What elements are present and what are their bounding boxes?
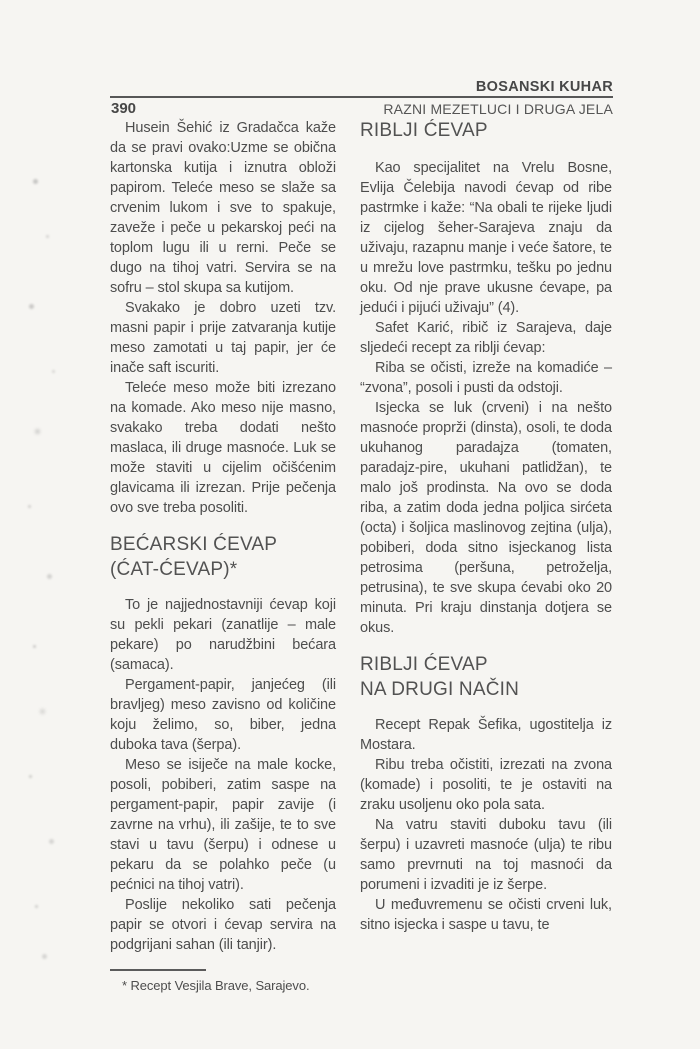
header-rule: [110, 96, 613, 98]
paragraph: Riba se očisti, izreže na komadiće – “zvona”, posoli i pusti da odstoji.: [360, 360, 612, 396]
recipe-heading-riblji-cevap: [360, 118, 612, 143]
paragraph: Husein Šehić iz Gradačca kaže da se pravi ovako:Uzme se obična kartonska kutija i iznutra obloži papirom. Teleće meso se slaže sa crvenim lukom i sve to spakuje, zaveže i peče u pekarskoj peći na toplom lugu ili u rerni. Peče se dugo na tihoj vatri. Servira se na sofru – stol skupa sa kutijom.: [110, 120, 336, 296]
left-column: [110, 118, 336, 994]
recipe-heading-line: BEĆARSKI ĆEVAP: [110, 534, 278, 555]
paragraph: Pergament-papir, janjećeg (ili bravljeg) meso zavisno od količine koju želimo, so, biber, jedna duboka tava (šerpa).: [110, 677, 336, 753]
paragraph: Na vatru staviti duboku tavu (ili šerpu) i uzavreti masnoće (ulja) te ribu samo prevrnuti na toj masnoći da porumeni i izvaditi je iz šerpe.: [360, 817, 612, 893]
recipe-heading-line: RIBLJI ĆEVAP: [360, 654, 488, 675]
paragraph: Teleće meso može biti izrezano na komade. Ako meso nije masno, svakako treba dodati nešto maslaca, ili druge masnoće. Luk se može staviti u cijelim očišćenim glavicama ili izrezan. Prije pečenja ovo sve treba posoliti.: [110, 380, 336, 516]
paragraph: Kao specijalitet na Vrelu Bosne, Evlija Čelebija navodi ćevap od ribe pastrmke i kaže: “Na obali te rijeke ljudi iz cijelog šeher-Sarajeva znaju da uživaju, razapnu manje i veće šatore, te u mrežu love pastrmku, tešku po jednu oku. Od nje prave ukusne ćevape, pa jedući i pijući uživaju” (4).: [360, 160, 612, 316]
section-title: RAZNI MEZETLUCI I DRUGA JELA: [383, 101, 613, 117]
recipe-heading-line: (ĆAT-ĆEVAP)*: [110, 559, 238, 580]
paragraph: Ribu treba očistiti, izrezati na zvona (komade) i posoliti, te je ostaviti na zraku usoljenu oko pola sata.: [360, 757, 612, 813]
book-title: BOSANSKI KUHAR: [475, 79, 613, 95]
paragraph: To je najjednostavniji ćevap koji su pekli pekari (zanatlije – male pekare) po narudžbini bećara (samaca).: [110, 597, 336, 673]
footnote-rule: [110, 969, 206, 971]
recipe-heading-riblji-cevap-na-drugi-nacin: [360, 652, 612, 702]
paragraph: Meso se isiječe na male kocke, posoli, pobiberi, zatim saspe na pergament-papir, papir zavije (i zavrne na vrhu), ili zašije, te to sve stavi u tavu (šerpu) i odnese u pekaru da se polahko peče (u pećnici na tihoj vatri).: [110, 757, 336, 893]
scan-noise: [0, 0, 3, 3]
paragraph: Isjecka se luk (crveni) i na nešto masnoće proprži (dinsta), osoli, te doda ukuhanog paradajza (tomaten, paradajz-pire, ukuhani patlidžan), te malo još prodinsta. Na ovo se doda riba, a zatim doda jedna poljica sirćeta (octa) i šoljica maslinovog zejtina (ulja), pobiberi, doda sitno isjeckanog lista petrosima (peršuna, petroželja, petrusina), te sve skupa ćevabi oko 20 minuta. Pri kraju dinstanja dotjera se okus.: [360, 400, 612, 636]
paragraph: Safet Karić, ribič iz Sarajeva, daje sljedeći recept za riblji ćevap:: [360, 320, 612, 356]
right-column: [360, 118, 612, 935]
recipe-heading-line: RIBLJI ĆEVAP: [360, 120, 488, 141]
footnote: * Recept Vesjila Brave, Sarajevo.: [122, 978, 310, 993]
paragraph: U međuvremenu se očisti crveni luk, sitno isjecka i saspe u tavu, te: [360, 897, 612, 933]
recipe-heading-line: NA DRUGI NAČIN: [360, 679, 520, 700]
paragraph: Recept Repak Šefika, ugostitelja iz Mostara.: [360, 717, 612, 753]
page-number: 390: [111, 100, 137, 117]
paragraph: Svakako je dobro uzeti tzv. masni papir i prije zatvaranja kutije meso zamotati u taj papir, jer će inače saft iscuriti.: [110, 300, 336, 376]
paragraph: Poslije nekoliko sati pečenja papir se otvori i ćevap servira na podgrijani sahan (ili tanjir).: [110, 897, 336, 953]
recipe-heading-becarski-cevap: [110, 532, 336, 582]
